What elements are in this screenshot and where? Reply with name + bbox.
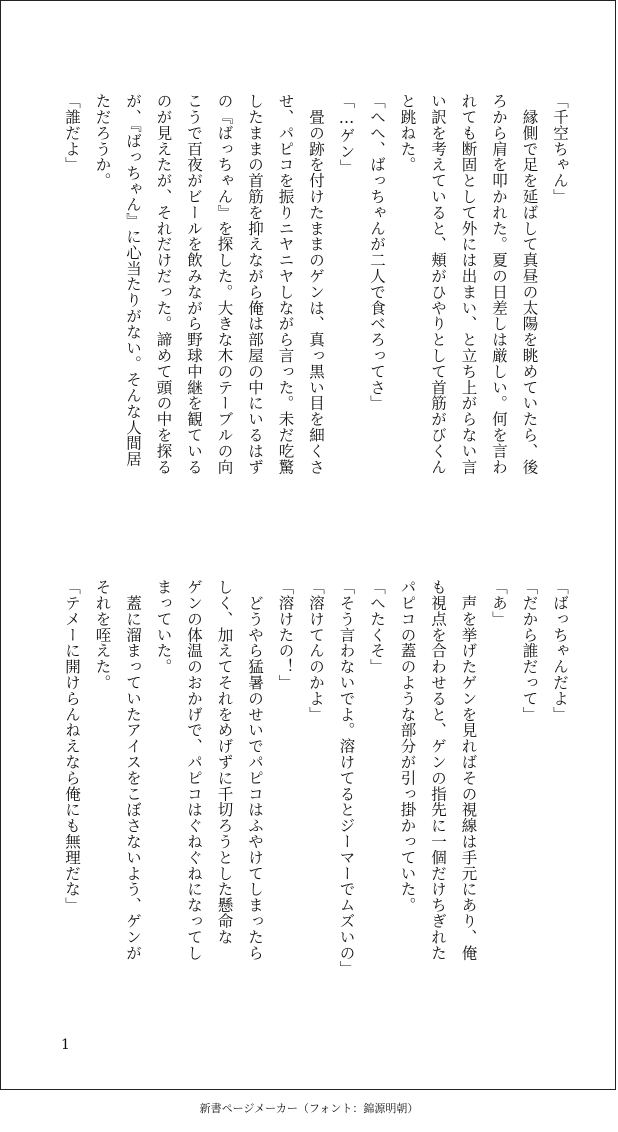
text-line: 「千空ちゃん」	[551, 93, 569, 205]
text-line: 「ばっちゃんだよ」	[551, 579, 569, 723]
text-line: どうやら猛暑のせいでパピコはふやけてしまったら	[246, 579, 264, 961]
text-line: 「へへ、ばっちゃんが二人で食べろってさ」	[368, 93, 386, 411]
text-line: ただろうか。	[93, 93, 112, 189]
text-line: 「テメーに開けらんねえなら俺にも無理だな」	[63, 579, 81, 913]
text-line: 「溶けたの！」	[276, 579, 295, 691]
lower-text-block	[39, 579, 575, 1029]
text-line: ろから肩を叩かれた。夏の日差しは厳しい。何を言わ	[490, 93, 508, 475]
upper-text-block	[39, 93, 575, 543]
text-line: 「誰だよ」	[63, 93, 81, 173]
text-line: 「だから誰だって」	[520, 579, 539, 723]
text-line: せ、パピコを振りニヤニヤしながら言った。未だ吃驚	[276, 93, 295, 475]
text-line: しく、加えてそれをめげずに千切ろうとした懸命な	[215, 579, 234, 945]
text-line: 縁側で足を延ばして真昼の太陽を眺めていたら、後	[520, 93, 539, 475]
text-line: したままの首筋を抑えながら俺は部屋の中にいるはず	[246, 93, 264, 475]
text-line: れても断固として外には出まい、と立ち上がらない言	[459, 93, 478, 475]
text-line: 畳の跡を付けたままのゲンは、真っ黒い目を細くさ	[307, 93, 325, 475]
text-line: ゲンの体温のおかげで、パピコはぐねぐねになってし	[185, 579, 203, 961]
text-line: 「そう言わないでよ。溶けてるとジーマーでムズいの」	[337, 579, 356, 977]
text-line: と跳ねた。	[398, 93, 417, 173]
text-line: 「あ」	[490, 579, 508, 627]
text-line: まっていた。	[154, 579, 173, 675]
footer-credit: 新書ページメーカー（フォント：錦源明朝）	[199, 1102, 419, 1115]
text-line: い訳を考えていると、頬がひやりとして首筋がびくん	[429, 93, 447, 475]
text-line: こうで百夜がビールを飲みながら野球中継を観ている	[185, 93, 203, 475]
text-line: パピコの蓋のような部分が引っ掛かっていた。	[398, 579, 417, 913]
text-line: 蓋に溜まっていたアイスをこぼさないよう、ゲンが	[124, 579, 142, 961]
text-line: のが見えたが、それだけだった。諦めて頭の中を探る	[154, 93, 173, 475]
text-line: が、『ばっちゃん』に心当たりがない。そんな人間居	[124, 93, 142, 467]
text-line: 「…ゲン」	[337, 93, 356, 175]
text-line: も視点を合わせると、ゲンの指先に一個だけちぎれた	[429, 579, 447, 961]
text-line: 「溶けてんのかよ」	[307, 579, 325, 723]
text-line: 「へたくそ」	[368, 579, 386, 675]
text-line: それを咥えた。	[93, 579, 112, 691]
text-line: 声を挙げたゲンを見ればその視線は手元にあり、俺	[459, 579, 478, 961]
page-number: 1	[61, 1037, 70, 1053]
text-line: の『ばっちゃん』を探した。大きな木のテーブルの向	[215, 93, 234, 475]
